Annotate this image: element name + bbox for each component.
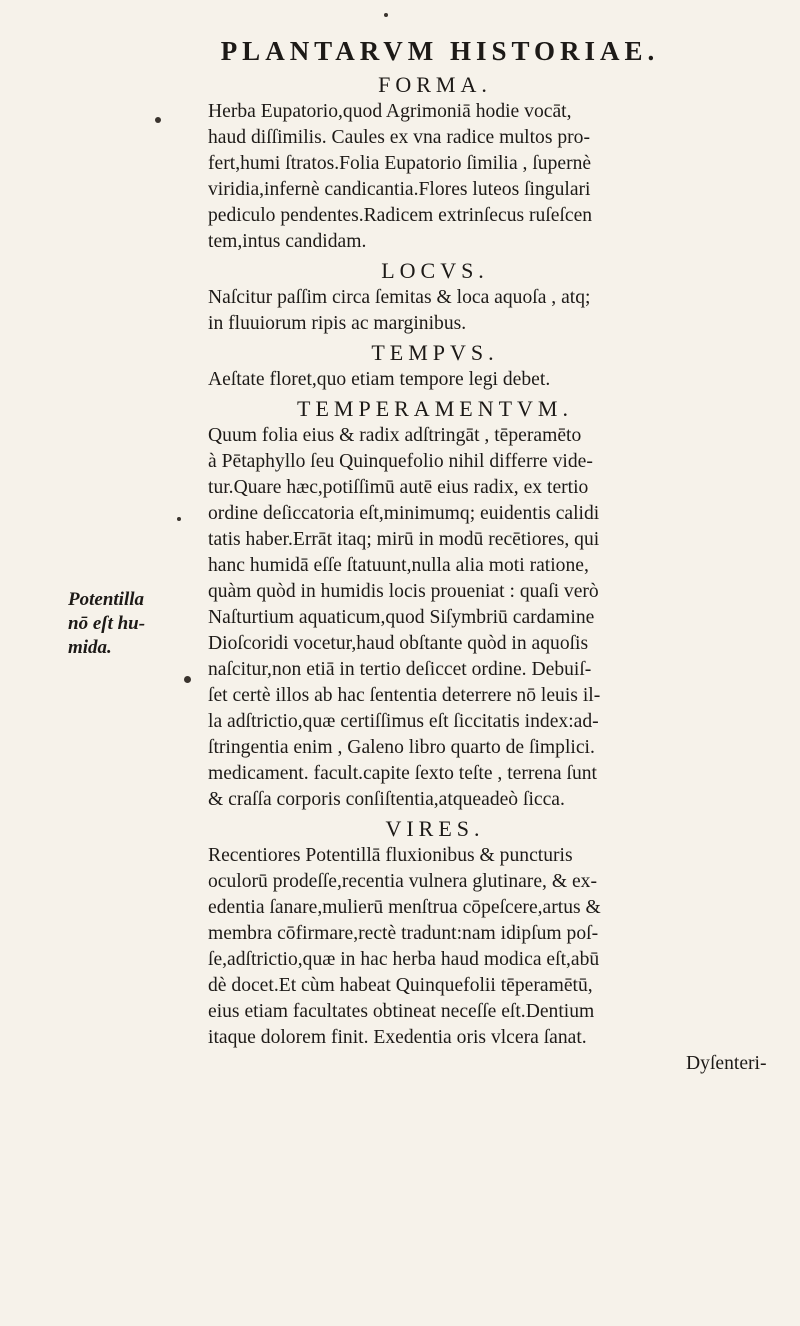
margin-note-line: nō eſt hu- [68,613,146,634]
text-line: naſcitur,non etiā in tertio deſiccet ordine. Debuiſ- [208,659,592,680]
section-vires: VIRES. [385,816,485,841]
text-line: eius etiam facultates obtineat neceſſe eſt.Dentium [208,1001,595,1022]
text-line: membra cōfirmare,rectè tradunt:nam idipſum poſ- [208,923,599,944]
ink-speck [384,13,388,17]
text-line: Naſturtium aquaticum,quod Siſymbriū cardamine [208,607,595,628]
margin-note-line: mida. [68,637,112,658]
text-line: oculorū prodeſſe,recentia vulnera glutinare, & ex- [208,871,597,892]
text-line: edentia ſanare,mulierū menſtrua cōpeſcere,artus & [208,897,601,918]
text-line: ſtringentia enim , Galeno libro quarto de ſimplici. [208,737,595,758]
text-line: à Pētaphyllo ſeu Quinquefolio nihil differre vide- [208,451,593,472]
text-line: ordine deſiccatoria eſt,minimumq; euidentis calidi [208,503,600,524]
text-line: ſet certè illos ab hac ſententia deterrere nō leuis il- [208,685,601,706]
catchword: Dyſenteri- [686,1053,767,1074]
section-locus: LOCVS. [381,258,489,283]
running-head: PLANTARVM HISTORIAE. [220,36,660,66]
text-line: medicament. facult.capite ſexto teſte , terrena ſunt [208,763,597,784]
text-line: Quum folia eius & radix adſtringāt , tēperamēto [208,425,582,446]
section-forma: FORMA. [378,72,492,97]
text-line: pediculo pendentes.Radicem extrinſecus ruſeſcen [208,205,593,226]
text-line: in fluuiorum ripis ac marginibus. [208,313,467,334]
text-line: Naſcitur paſſim circa ſemitas & loca aquoſa , atq; [208,287,591,308]
text-line: dè docet.Et cùm habeat Quinquefolii tēperamētū, [208,975,593,996]
section-temperamentum: TEMPERAMENTVM. [297,396,573,421]
text-line: ſe,adſtrictio,quæ in hac herba haud modica eſt,abū [208,949,600,970]
ink-speck [155,117,161,123]
text-line: itaque dolorem finit. Exedentia oris vlcera ſanat. [208,1027,587,1048]
text-line: tem,intus candidam. [208,231,367,252]
section-tempus: TEMPVS. [371,340,499,365]
text-line: viridia,infernè candicantia.Flores luteos ſingulari [208,179,591,200]
text-line: tatis haber.Errāt itaq; mirū in modū recētiores, qui [208,529,600,550]
ink-speck [177,517,181,521]
text-line: & craſſa corporis conſiſtentia,atqueadeò ſicca. [208,789,565,810]
text-line: la adſtrictio,quæ certiſſimus eſt ſiccitatis index:ad- [208,711,599,732]
text-line: quàm quòd in humidis locis proueniat : quaſi verò [208,581,599,602]
text-line: haud diſſimilis. Caules ex vna radice multos pro- [208,127,591,148]
text-line: Herba Eupatorio,quod Agrimoniā hodie vocāt, [208,101,572,122]
text-line: hanc humidā eſſe ſtatuunt,nulla alia moti ratione, [208,555,589,576]
text-line: Recentiores Potentillā fluxionibus & puncturis [208,845,573,866]
text-line: tur.Quare hæc,potiſſimū autē eius radix, ex tertio [208,477,589,498]
margin-note-line: Potentilla [68,589,144,610]
text-line: fert,humi ſtratos.Folia Eupatorio ſimilia , ſupernè [208,153,592,174]
text-line: Dioſcoridi vocetur,haud obſtante quòd in aquoſis [208,633,589,654]
text-line: Aeſtate floret,quo etiam tempore legi debet. [208,369,551,390]
ink-speck [184,676,191,683]
